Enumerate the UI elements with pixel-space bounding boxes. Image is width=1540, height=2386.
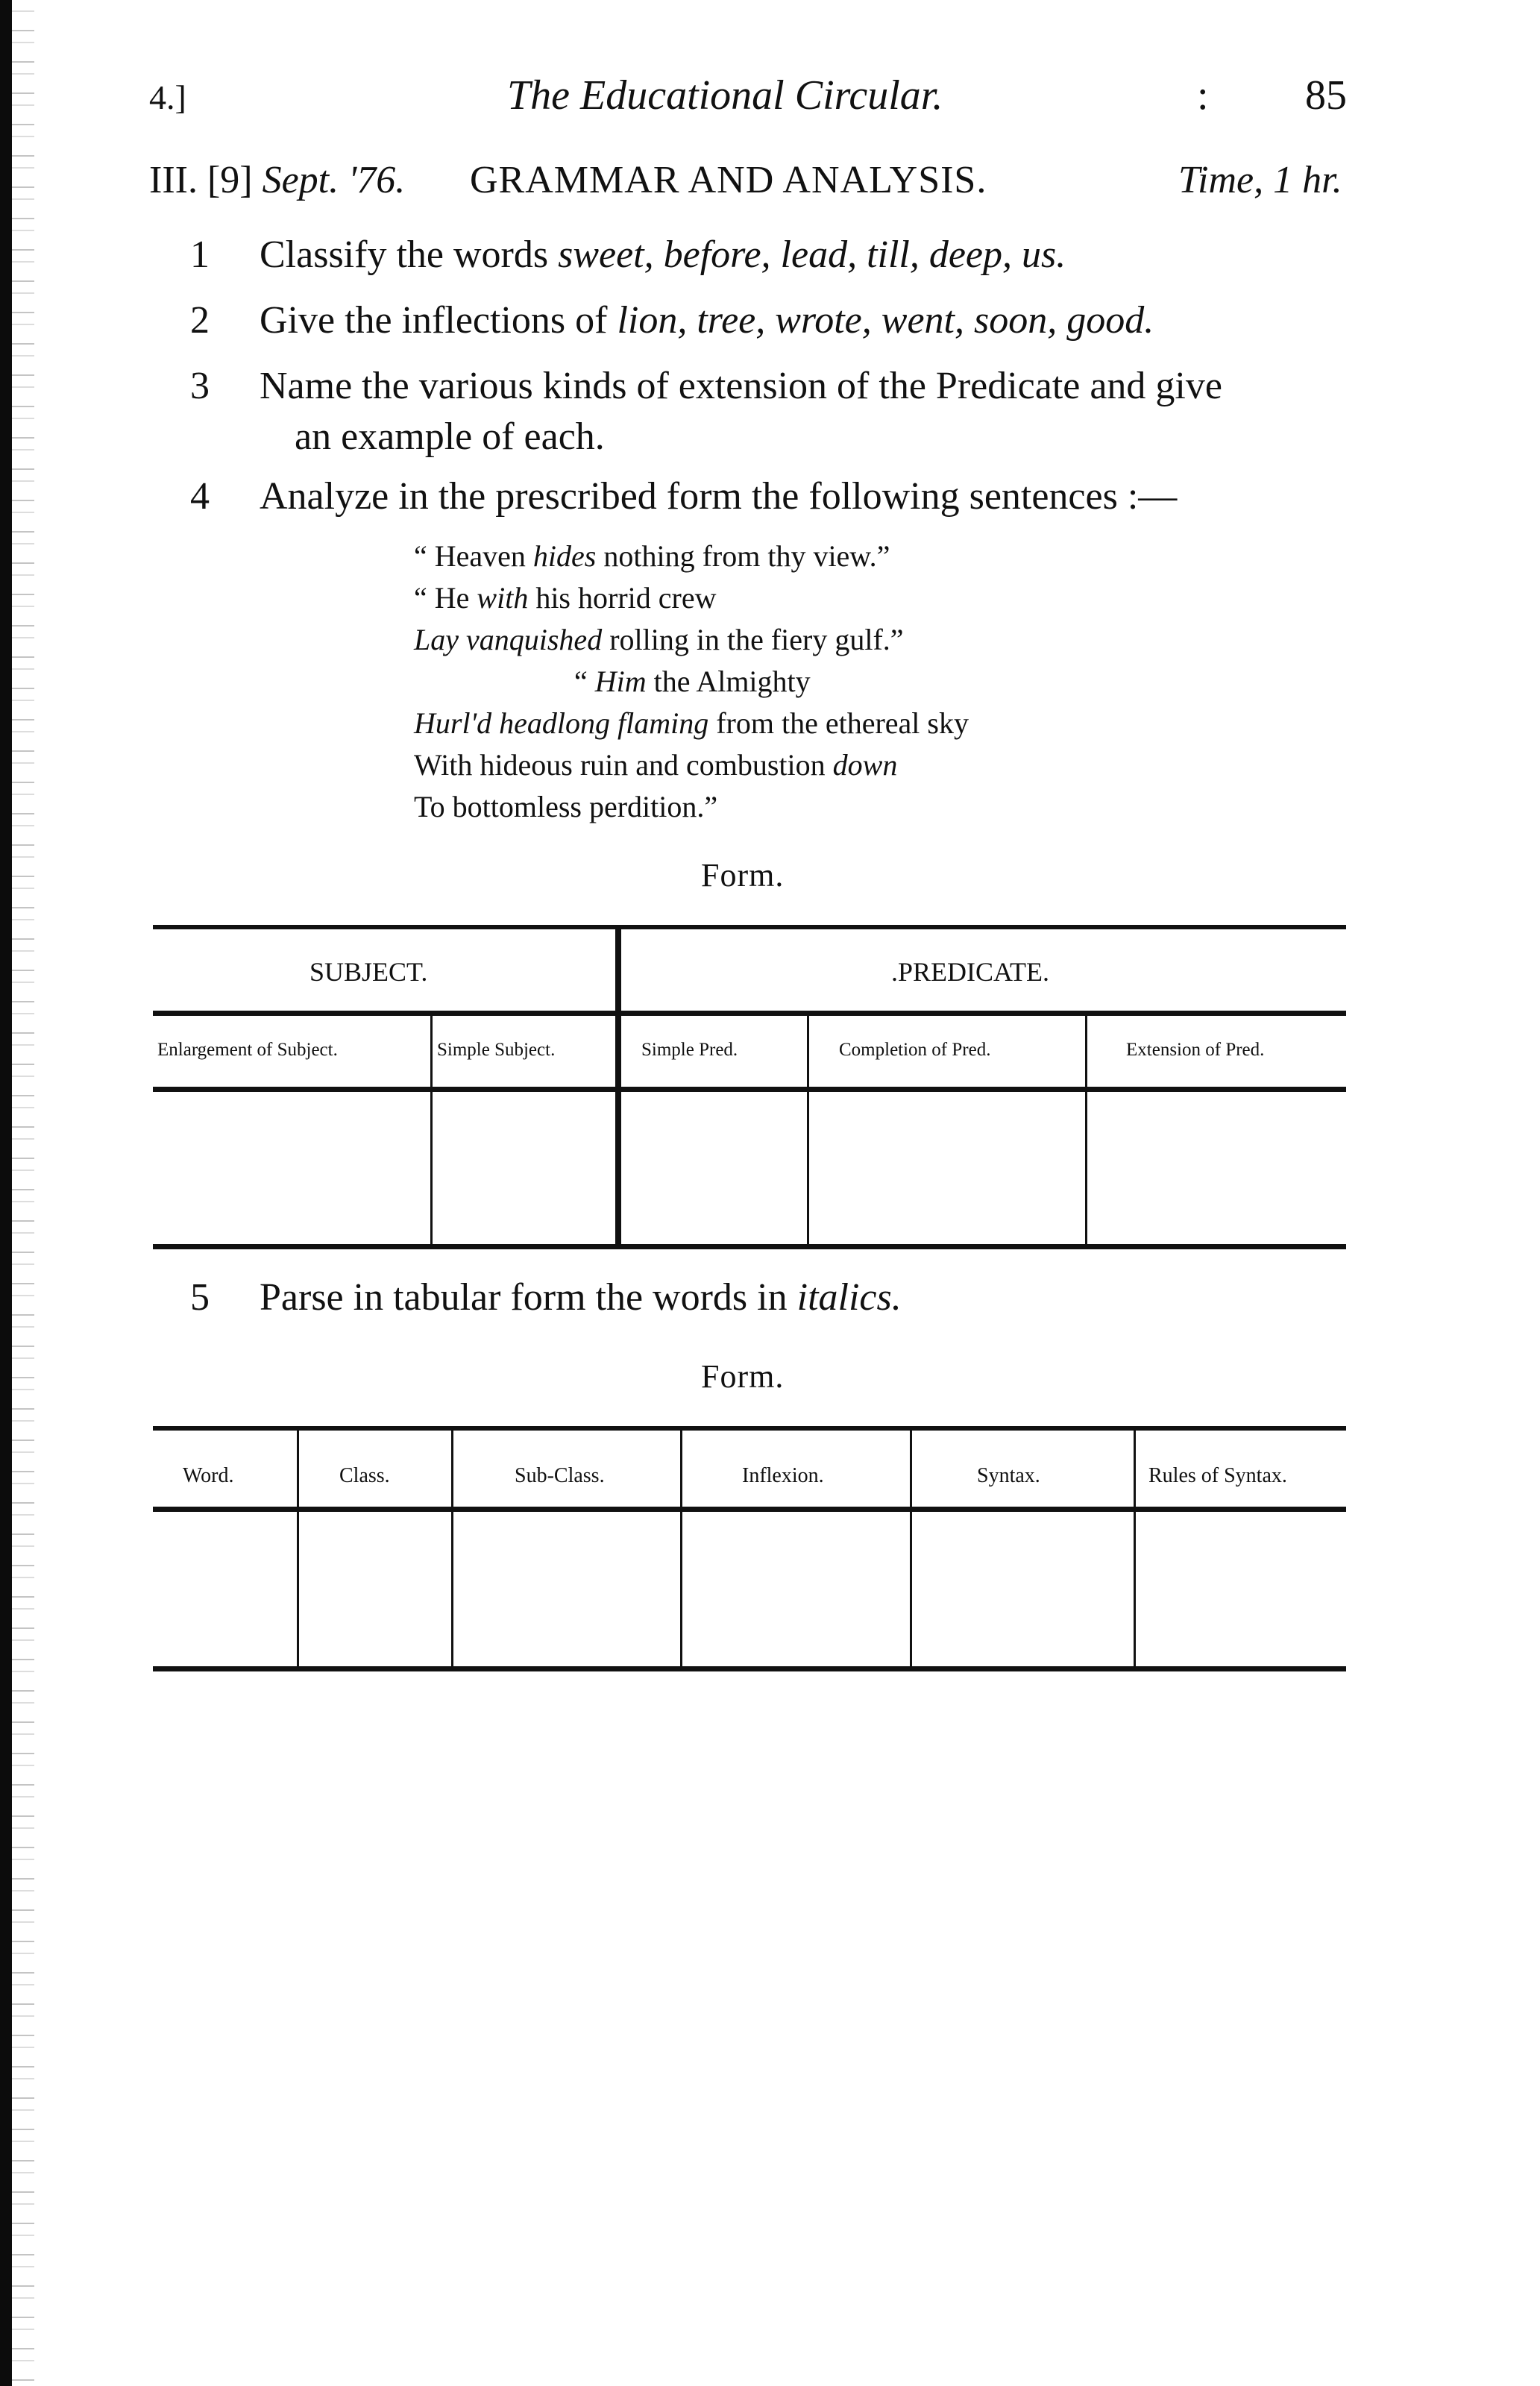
- question-text: Name the various kinds of extension of the Predicate and give: [260, 365, 1222, 407]
- column-header: Syntax.: [977, 1464, 1040, 1487]
- quote-line-1: [414, 539, 890, 574]
- quote-text: With hideous ruin and combustion: [414, 748, 833, 782]
- question-number: 1: [190, 233, 210, 276]
- table-divider: [680, 1431, 682, 1671]
- section-time: Time, 1 hr.: [1178, 159, 1342, 201]
- header-title: The Educational Circular.: [507, 72, 943, 119]
- column-header: Extension of Pred.: [1126, 1040, 1265, 1060]
- column-header: Sub-Class.: [515, 1464, 605, 1487]
- table-rule: [153, 925, 1346, 929]
- quote-text: “: [574, 665, 595, 698]
- table-rule: [153, 1507, 1346, 1512]
- quote-text: rolling in the fiery gulf.”: [602, 623, 904, 656]
- question-text: Parse in tabular form the words in: [260, 1276, 797, 1319]
- quote-line-2: [414, 580, 716, 615]
- question-number: 4: [190, 475, 210, 518]
- question-text: Analyze in the prescribed form the following sentences :—: [260, 475, 1178, 518]
- table-divider: [1085, 1016, 1087, 1249]
- table-rule: [153, 1666, 1346, 1671]
- quote-line-5: [414, 706, 969, 741]
- table-divider: [807, 1016, 809, 1249]
- question-italic-words: lion, tree, wrote, went, soon, good.: [617, 299, 1154, 342]
- column-header: Enlargement of Subject.: [157, 1040, 338, 1060]
- question-1: [190, 233, 1066, 277]
- form-label: Form.: [701, 1358, 785, 1395]
- column-header: Word.: [183, 1464, 234, 1487]
- table-divider: [1134, 1431, 1136, 1671]
- quote-italic: down: [832, 748, 898, 782]
- quote-italic: with: [477, 581, 529, 615]
- quote-italic: Lay vanquished: [414, 623, 603, 656]
- quote-line-3: [414, 622, 904, 657]
- quote-text: “ Heaven: [414, 539, 533, 573]
- question-text: Classify the words: [260, 233, 559, 276]
- column-header: Inflexion.: [742, 1464, 824, 1487]
- quote-line-4: [574, 664, 811, 699]
- section-title: GRAMMAR AND ANALYSIS.: [470, 159, 987, 201]
- question-number: 3: [190, 365, 210, 407]
- section-date: Sept. '76.: [262, 159, 406, 201]
- section-code: [9]: [207, 159, 253, 201]
- section-number: III.: [149, 159, 198, 201]
- form-label: Form.: [701, 857, 785, 894]
- question-3: [190, 364, 1222, 408]
- quote-text: from the ethereal sky: [708, 706, 969, 740]
- column-header: Rules of Syntax.: [1148, 1464, 1287, 1487]
- question-text: Give the inflections of: [260, 299, 617, 342]
- quote-italic: Hurl'd headlong flaming: [414, 706, 709, 740]
- header-predicate-group: .PREDICATE.: [891, 957, 1050, 987]
- question-3-continued: an example of each.: [295, 415, 605, 458]
- table-rule: [153, 1244, 1346, 1249]
- column-header: Simple Pred.: [641, 1040, 738, 1060]
- table-divider: [910, 1431, 912, 1671]
- table-rule: [153, 1011, 1346, 1016]
- column-header: Completion of Pred.: [839, 1040, 991, 1060]
- page-number: 85: [1305, 72, 1347, 119]
- question-italic-words: sweet, before, lead, till, deep, us.: [558, 233, 1066, 276]
- quote-italic: hides: [532, 539, 597, 573]
- page-binding-edge: [0, 0, 12, 2386]
- quote-text: the Almighty: [646, 665, 811, 698]
- table-divider: [615, 1016, 621, 1249]
- quote-text: nothing from thy view.”: [596, 539, 890, 573]
- page-binding-texture: [12, 0, 34, 2386]
- section-heading: [149, 158, 405, 202]
- quote-line-7: To bottomless perdition.”: [414, 790, 718, 823]
- table-divider: [430, 1016, 433, 1249]
- table-divider: [615, 929, 621, 1014]
- quote-italic: Him: [594, 665, 647, 698]
- column-header: Simple Subject.: [437, 1040, 556, 1060]
- quote-line-6: [414, 747, 897, 782]
- question-number: 5: [190, 1276, 210, 1319]
- quote-text: his horrid crew: [528, 581, 717, 615]
- quote-text: “ He: [414, 581, 477, 615]
- question-5: [190, 1275, 902, 1319]
- header-colon: :: [1197, 72, 1209, 119]
- question-4: [190, 474, 1177, 518]
- table-rule: [153, 1087, 1346, 1092]
- header-section-marker: 4.]: [149, 78, 186, 116]
- table-divider: [297, 1431, 299, 1671]
- table-divider: [451, 1431, 453, 1671]
- question-number: 2: [190, 299, 210, 342]
- table-rule: [153, 1426, 1346, 1431]
- header-subject-group: SUBJECT.: [309, 957, 428, 987]
- question-italic-words: italics.: [796, 1276, 902, 1319]
- column-header: Class.: [339, 1464, 390, 1487]
- question-2: [190, 298, 1154, 342]
